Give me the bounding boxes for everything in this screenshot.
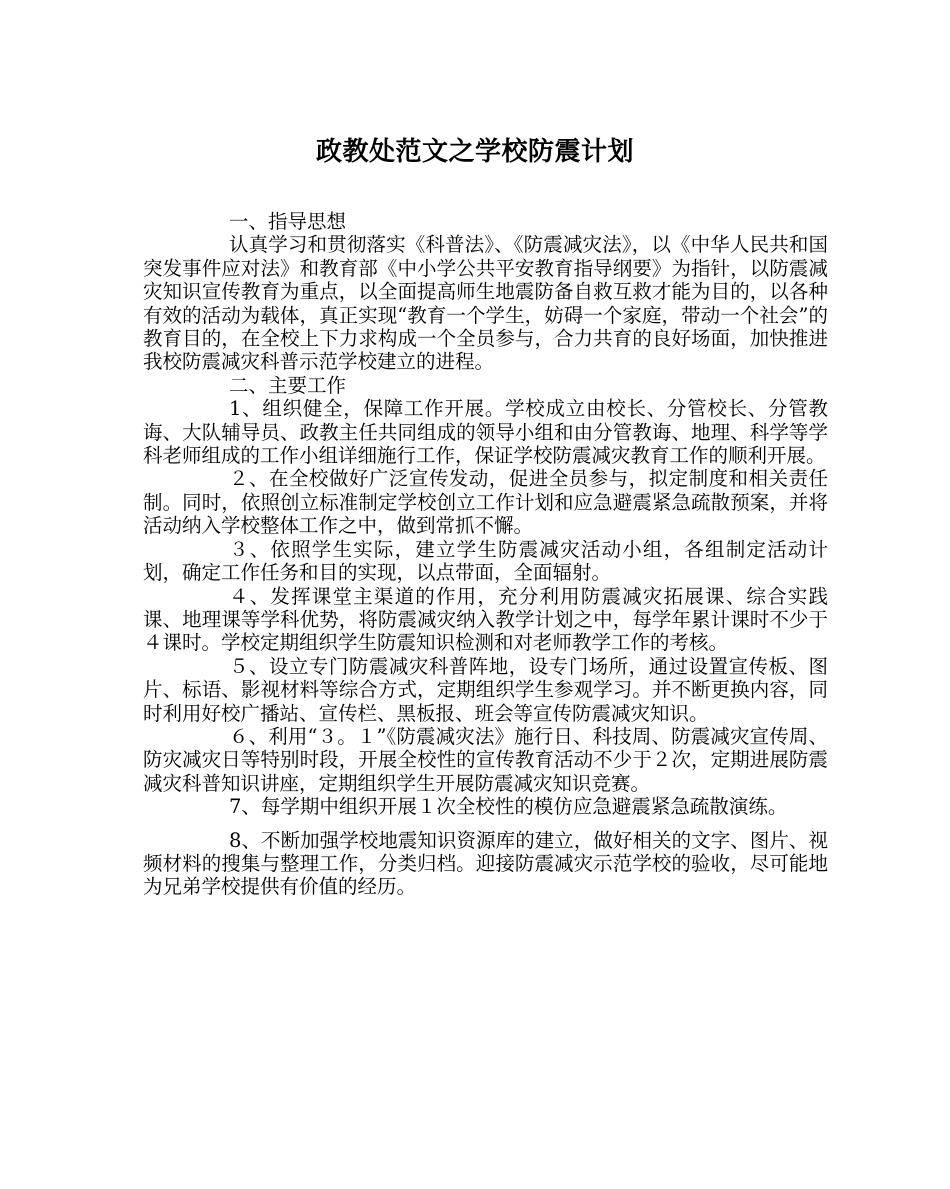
document-body [143,210,828,899]
paragraph-item-5: ５、设立专门防震减灾科普阵地，设专门场所，通过设置宣传板、图片、标语、影视材料等综合方式，定期组织学生参观学习。并不断更换内容，同时利用好校广播站、宣传栏、黑板报、班会等宣传防震减灾知识。 [143,654,828,725]
paragraph-item-4: ４、发挥课堂主渠道的作用，充分利用防震减灾拓展课、综合实践课、地理课等学科优势，将防震减灾纳入教学计划之中，每学年累计课时不少于４课时。学校定期组织学生防震知识检测和对老师教学工作的考核。 [143,584,828,655]
paragraph-item-8: 8、不断加强学校地震知识资源库的建立，做好相关的文字、图片、视频材料的搜集与整理工作，分类归档。迎接防震减灾示范学校的验收，尽可能地为兄弟学校提供有价值的经历。 [143,828,828,899]
paragraph-item-2: ２、在全校做好广泛宣传发动，促进全员参与，拟定制度和相关责任制。同时，依照创立标准制定学校创立工作计划和应急避震紧急疏散预案，并将活动纳入学校整体工作之中，做到常抓不懈。 [143,467,828,538]
document-title: 政教处范文之学校防震计划 [315,137,634,167]
section-heading-main-work: 二、主要工作 [229,373,347,397]
paragraph-item-7: 7、每学期中组织开展１次全校性的模仿应急避震紧急疏散演练。 [229,795,788,819]
paragraph-item-6: ６、利用“３。１”《防震减灾法》施行日、科技周、防震减灾宣传周、防灾减灾日等特别时段，开展全校性的宣传教育活动不少于２次，定期进展防震减灾科普知识讲座，定期组织学生开展防震减灾知识竞赛。 [143,724,828,795]
paragraph-item-3: ３、依照学生实际，建立学生防震减灾活动小组，各组制定活动计划，确定工作任务和目的实现，以点带面，全面辐射。 [143,537,828,585]
paragraph-guiding-ideology: 认真学习和贯彻落实《科普法》、《防震减灾法》，以《中华人民共和国突发事件应对法》和教育部《中小学公共平安教育指导纲要》为指针，以防震减灾知识宣传教育为重点，以全面提高师生地震防备自救互救才能为目的，以各种有效的活动为载体，真正实现“教育一个学生，妨碍一个家庭，带动一个社会”的教育目的，在全校上下力求构成一个全员参与，合力共育的良好场面，加快推进我校防震减灾科普示范学校建立的进程。 [143,233,828,374]
paragraph-item-1: 1、组织健全，保障工作开展。学校成立由校长、分管校长、分管教诲、大队辅导员、政教主任共同组成的领导小组和由分管教诲、地理、科学等学科老师组成的工作小组详细施行工作，保证学校防震减灾教育工作的顺利开展。 [143,397,828,468]
section-heading-guiding-ideology: 一、指导思想 [229,210,347,233]
